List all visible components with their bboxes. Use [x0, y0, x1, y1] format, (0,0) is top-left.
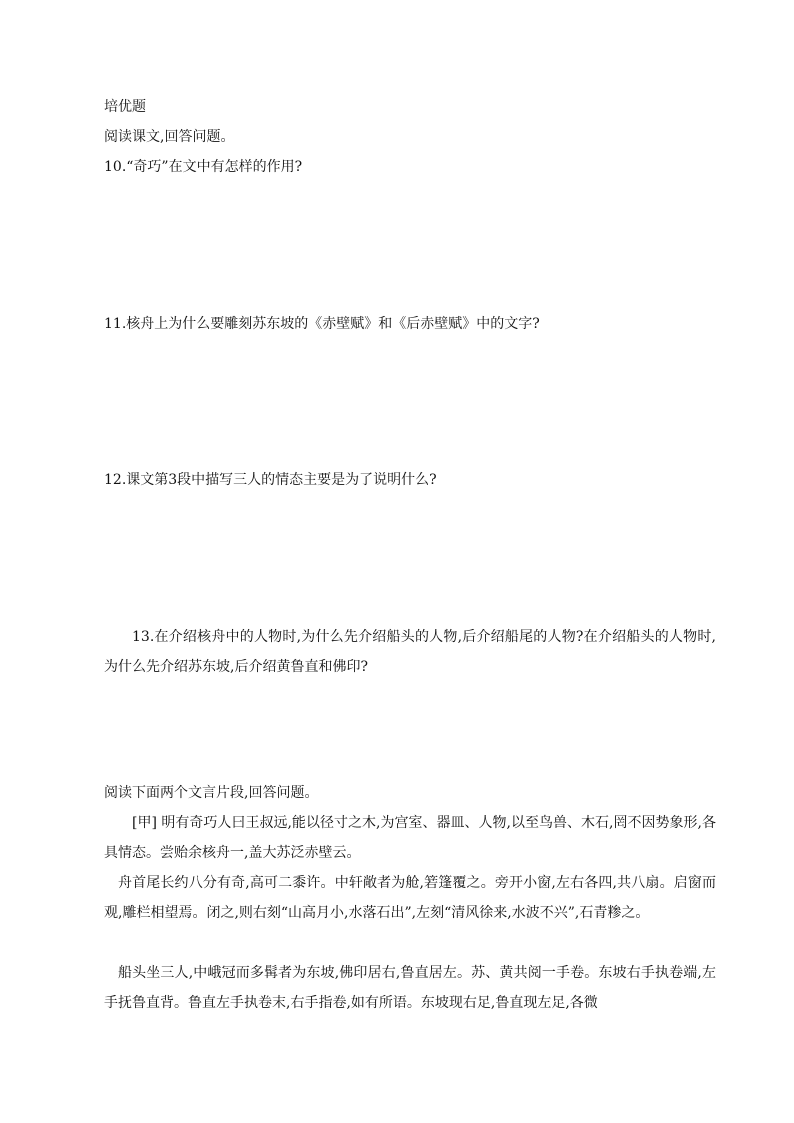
passage-paragraph-1: [甲] 明有奇巧人曰王叔远,能以径寸之木,为宫室、器皿、人物,以至鸟兽、木石,罔不因势象形,各具情态。尝贻余核舟一,盖大苏泛赤壁云。 — [104, 815, 716, 861]
passage-paragraph-3: 船头坐三人,中峨冠而多髯者为东坡,佛印居右,鲁直居左。苏、黄共阅一手卷。东坡右手执卷端,左手抚鲁直背。鲁直左手执卷末,右手指卷,如有所语。东坡现右足,鲁直现左足,各微 — [104, 965, 716, 1011]
question-11: 11.核舟上为什么要雕刻苏东坡的《赤壁赋》和《后赤壁赋》中的文字? — [104, 316, 540, 332]
question-13: 13.在介绍核舟中的人物时,为什么先介绍船头的人物,后介绍船尾的人物?在介绍船头的人物时,为什么先介绍苏东坡,后介绍黄鲁直和佛印? — [104, 629, 716, 675]
reading-instruction: 阅读课文,回答问题。 — [104, 129, 235, 145]
question-12: 12.课文第3段中描写三人的情态主要是为了说明什么? — [104, 472, 437, 488]
passage-instruction: 阅读下面两个文言片段,回答问题。 — [104, 785, 319, 801]
section-title: 培优题 — [104, 99, 146, 115]
question-10: 10.“奇巧”在文中有怎样的作用? — [104, 159, 303, 175]
passage-paragraph-2: 舟首尾长约八分有奇,高可二黍许。中轩敞者为舱,箬篷覆之。旁开小窗,左右各四,共八扇。启窗而观,雕栏相望焉。闭之,则右刻“山高月小,水落石出”,左刻“清风徐来,水波不兴”,石青糁之。 — [104, 875, 716, 921]
